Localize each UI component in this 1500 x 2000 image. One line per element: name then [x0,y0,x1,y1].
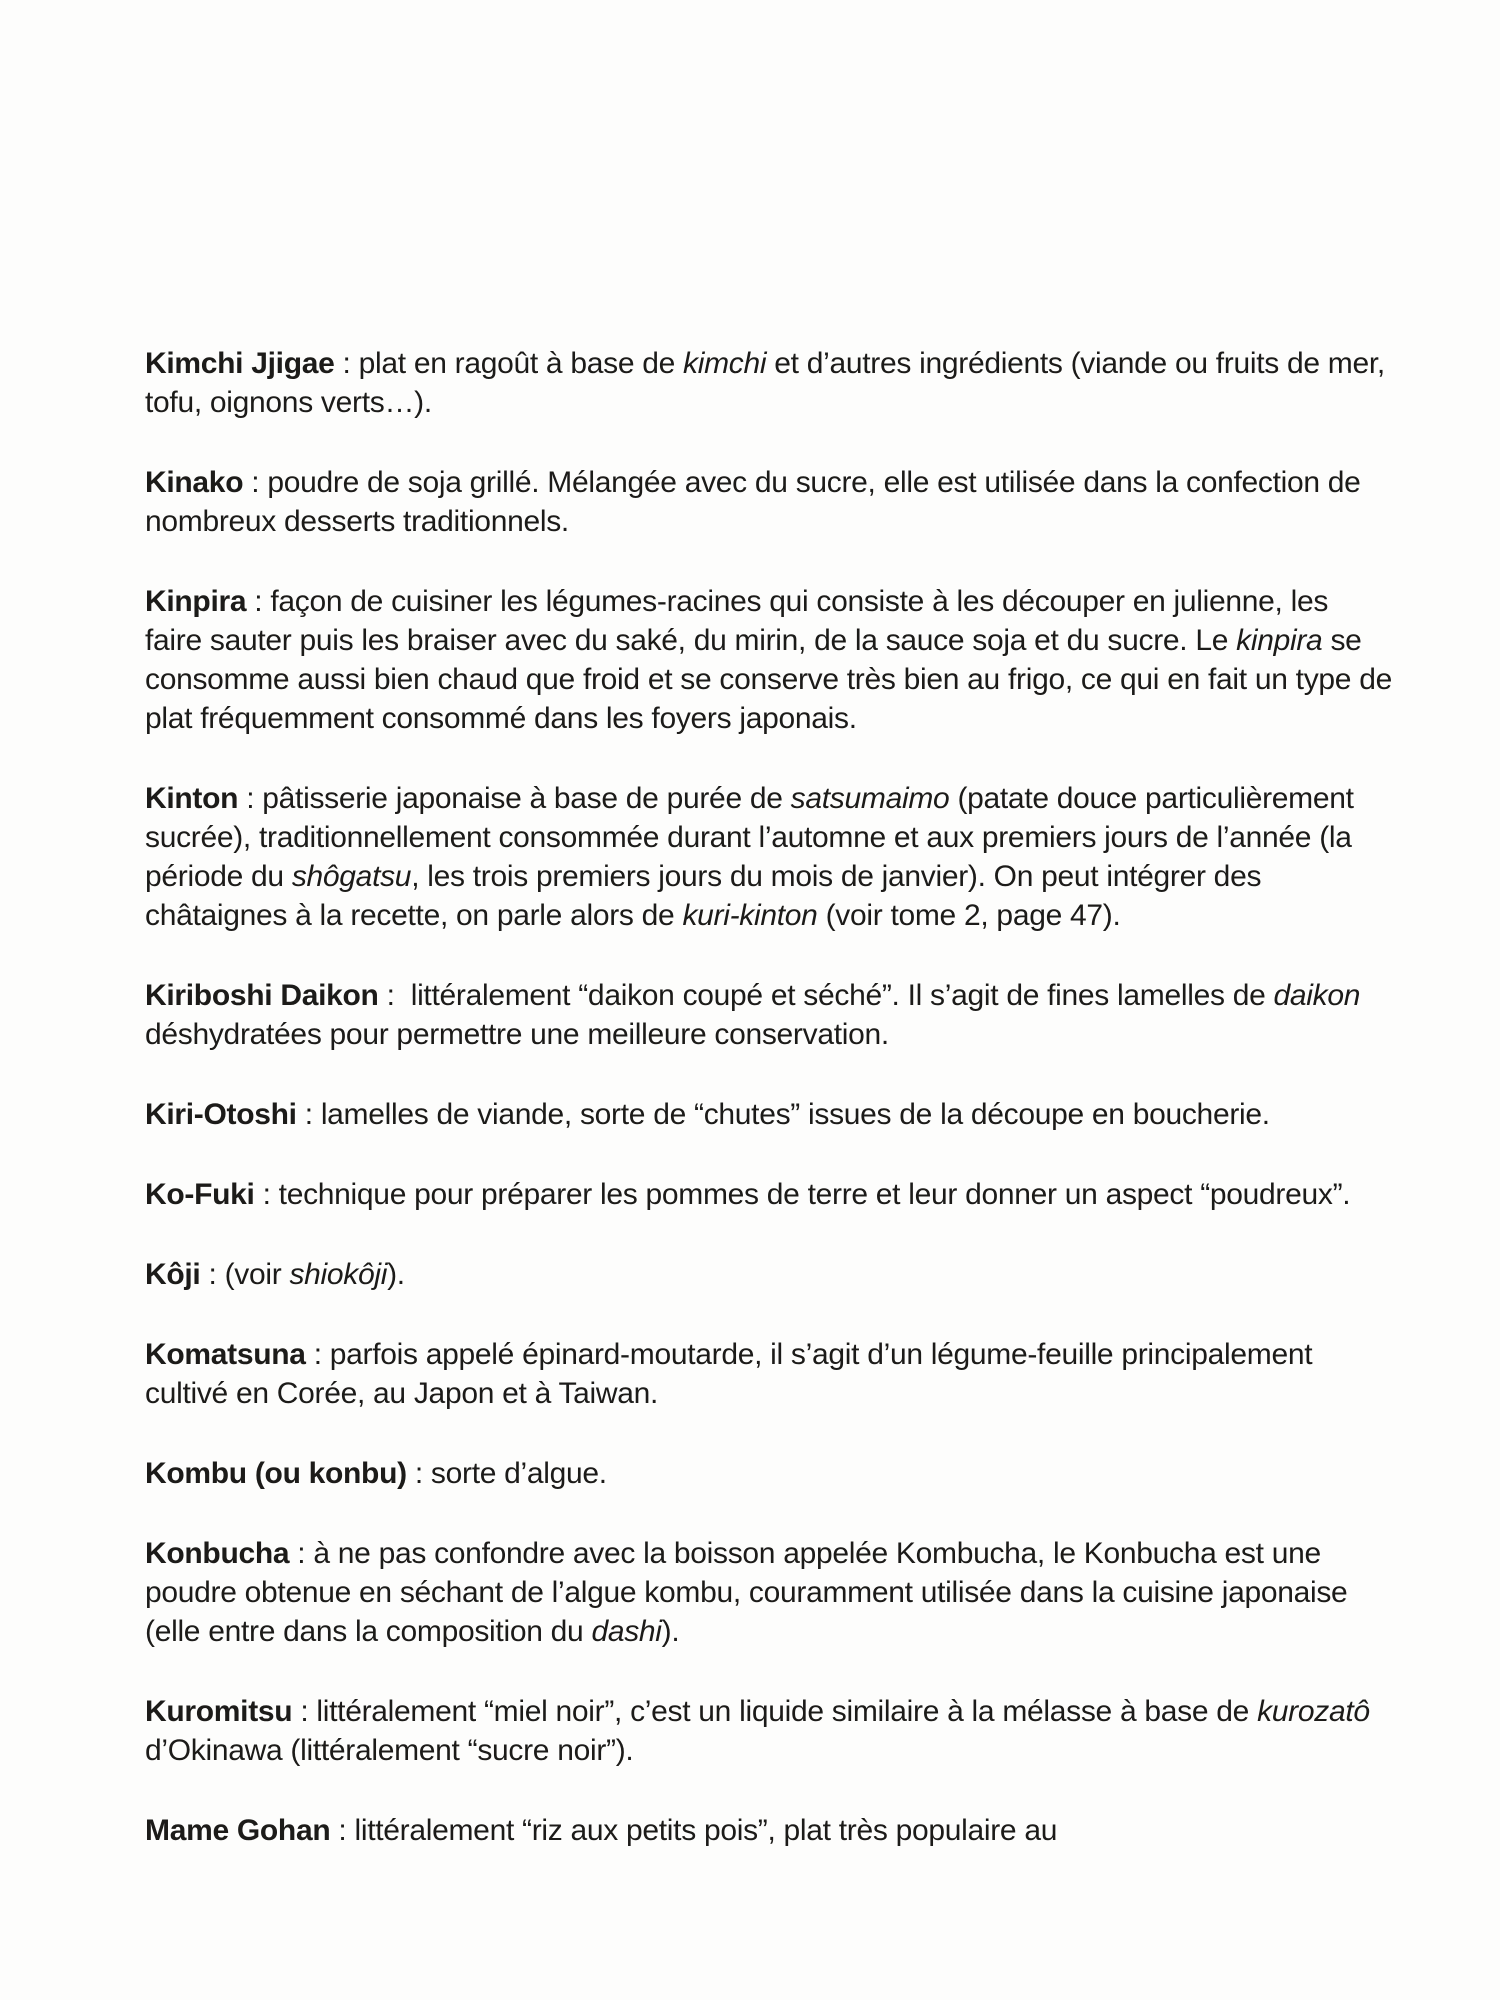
definition-text: (patate douce particulièrement sucrée), traditionnellement consommée durant l’automne et aux premiers jours de l’année (la période du [145,782,1354,893]
definition-italic-text: kuri-kinton [682,899,818,932]
definition-text: poudre de soja grillé. Mélangée avec du sucre, elle est utilisée dans la confection de nombreux desserts traditionnels. [145,466,1361,538]
definition-text: se consomme aussi bien chaud que froid et se conserve très bien au frigo, ce qui en fait un type de plat fréquemment consommé dans les foyers japonais. [145,624,1392,735]
term-separator: : [296,1098,321,1131]
definition-text: façon de cuisiner les légumes-racines qui consiste à les découper en julienne, les faire sauter puis les braiser avec du saké, du mirin, de la sauce soja et du sucre. Le [145,585,1329,657]
glossary-term: Kimchi Jjigae [145,347,335,380]
term-separator: : [406,1457,431,1490]
definition-text: pâtisserie japonaise à base de purée de [262,782,791,815]
glossary-term: Ko-Fuki [145,1178,255,1211]
glossary-entry [145,1255,1392,1294]
definition-text: lamelles de viande, sorte de “chutes” issues de la découpe en boucherie. [320,1098,1270,1131]
glossary-term: Kiriboshi Daikon [145,979,379,1012]
glossary-entry [145,1335,1392,1413]
definition-italic-text: shiokôji [289,1258,388,1291]
glossary-term: Kombu (ou konbu) [145,1457,407,1490]
glossary-entry [145,582,1392,738]
definition-text: parfois appelé épinard-moutarde, il s’agit d’un légume-feuille principalement cultivé en Corée, au Japon et à Taiwan. [145,1338,1313,1410]
glossary-term: Mame Gohan [145,1814,331,1847]
glossary-entry [145,1095,1392,1134]
definition-text: technique pour préparer les pommes de terre et leur donner un aspect “poudreux”. [278,1178,1351,1211]
definition-text: sorte d’algue. [430,1457,607,1490]
glossary-term: Kinton [145,782,239,815]
glossary-entry [145,463,1392,541]
glossary-entry [145,1175,1392,1214]
term-separator: : [334,347,359,380]
glossary-entry [145,1454,1392,1493]
term-separator: : [378,979,403,1012]
definition-text: à ne pas confondre avec la boisson appelée Kombucha, le Konbucha est une poudre obtenue en séchant de l’algue kombu, couramment utilisée dans la cuisine japonaise (elle entre dans la composition du [145,1537,1348,1648]
definition-text: et d’autres ingrédients (viande ou fruits de mer, tofu, oignons verts…). [145,347,1385,419]
definition-italic-text: satsumaimo [790,782,950,815]
glossary-term: Kôji [145,1258,201,1291]
definition-italic-text: dashi [591,1615,662,1648]
term-separator: : [330,1814,355,1847]
definition-italic-text: shôgatsu [291,860,412,893]
term-separator: : [292,1695,317,1728]
term-separator: : [254,1178,279,1211]
glossary-entry [145,1534,1392,1651]
definition-text: (voir tome 2, page 47). [817,899,1121,932]
glossary-term: Kuromitsu [145,1695,293,1728]
definition-text: ). [661,1615,680,1648]
term-separator: : [200,1258,225,1291]
definition-text: , les trois premiers jours du mois de janvier). On peut intégrer des châtaignes à la recette, on parle alors de [145,860,1262,932]
term-separator: : [305,1338,330,1371]
definition-italic-text: kimchi [683,347,767,380]
definition-text: (voir [224,1258,290,1291]
definition-text: plat en ragoût à base de [358,347,684,380]
definition-text: d’Okinawa (littéralement “sucre noir”). [145,1734,634,1767]
glossary-entry [145,1692,1392,1770]
definition-text: déshydratées pour permettre une meilleure conservation. [145,1018,889,1051]
glossary-entry [145,976,1392,1054]
definition-text: littéralement “miel noir”, c’est un liquide similaire à la mélasse à base de [316,1695,1258,1728]
glossary-list [145,344,1392,1850]
definition-italic-text: kinpira [1236,624,1323,657]
term-separator: : [246,585,271,618]
glossary-term: Kinpira [145,585,247,618]
glossary-term: Konbucha [145,1537,290,1570]
definition-text: ). [387,1258,405,1291]
glossary-term: Kinako [145,466,244,499]
glossary-entry [145,344,1392,422]
glossary-entry [145,779,1392,935]
definition-text: littéralement “riz aux petits pois”, plat très populaire au [354,1814,1058,1847]
glossary-term: Kiri-Otoshi [145,1098,297,1131]
definition-italic-text: daikon [1273,979,1361,1012]
glossary-term: Komatsuna [145,1338,306,1371]
term-separator: : [243,466,268,499]
glossary-entry [145,1811,1392,1850]
term-separator: : [289,1537,314,1570]
definition-italic-text: kurozatô [1257,1695,1370,1728]
definition-text: littéralement “daikon coupé et séché”. Il s’agit de fines lamelles de [402,979,1274,1012]
term-separator: : [238,782,263,815]
